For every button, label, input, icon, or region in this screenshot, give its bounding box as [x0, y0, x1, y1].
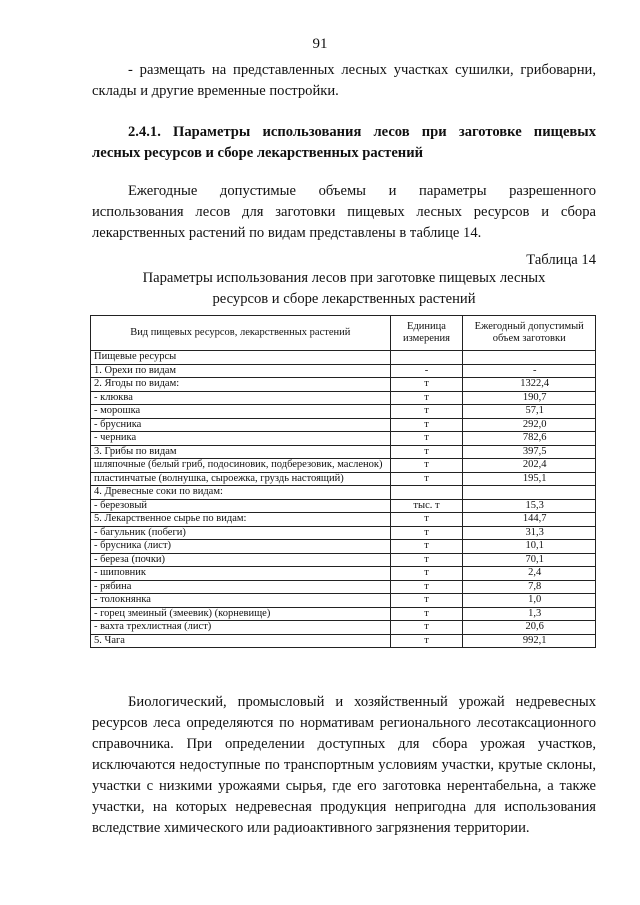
table-body	[91, 351, 596, 648]
table-title	[92, 268, 596, 310]
cell-name: - рябина	[91, 580, 391, 594]
cell-unit: -	[390, 364, 463, 378]
table-row	[91, 351, 596, 365]
table-row	[91, 486, 596, 500]
cell-value: 31,3	[463, 526, 596, 540]
cell-name: 4. Древесные соки по видам:	[91, 486, 391, 500]
cell-name: 2. Ягоды по видам:	[91, 378, 391, 392]
cell-name: - вахта трехлистная (лист)	[91, 621, 391, 635]
table-row	[91, 459, 596, 473]
cell-value: 190,7	[463, 391, 596, 405]
table-row	[91, 621, 596, 635]
table-row	[91, 553, 596, 567]
cell-name: 3. Грибы по видам	[91, 445, 391, 459]
cell-value: 20,6	[463, 621, 596, 635]
cell-unit: т	[390, 567, 463, 581]
cell-unit: т	[390, 513, 463, 527]
cell-value: 144,7	[463, 513, 596, 527]
header-unit: Единица измерения	[390, 316, 463, 351]
table-row	[91, 513, 596, 527]
cell-name: пластинчатые (волнушка, сыроежка, груздь настоящий)	[91, 472, 391, 486]
cell-value: 397,5	[463, 445, 596, 459]
cell-name: - шиповник	[91, 567, 391, 581]
cell-unit: т	[390, 621, 463, 635]
table-row	[91, 540, 596, 554]
table-row	[91, 432, 596, 446]
table-row	[91, 391, 596, 405]
cell-name: - клюква	[91, 391, 391, 405]
cell-value: 1,3	[463, 607, 596, 621]
cell-name: - брусника	[91, 418, 391, 432]
cell-unit: т	[390, 405, 463, 419]
table-row	[91, 607, 596, 621]
cell-name: - морошка	[91, 405, 391, 419]
cell-value: 1322,4	[463, 378, 596, 392]
page-number: 91	[312, 36, 328, 52]
cell-value	[463, 351, 596, 365]
cell-value: 1,0	[463, 594, 596, 608]
cell-unit: т	[390, 445, 463, 459]
cell-unit: т	[390, 540, 463, 554]
table-row	[91, 364, 596, 378]
table-header-row	[91, 316, 596, 351]
table-row	[91, 634, 596, 648]
cell-name: - багульник (побеги)	[91, 526, 391, 540]
cell-name: 5. Лекарственное сырье по видам:	[91, 513, 391, 527]
section-heading: 2.4.1. Параметры использования лесов при заготовке пищевых лесных ресурсов и сборе лекарственных растений	[92, 124, 596, 161]
table-row	[91, 594, 596, 608]
cell-value: 195,1	[463, 472, 596, 486]
cell-unit: т	[390, 607, 463, 621]
cell-name: Пищевые ресурсы	[91, 351, 391, 365]
cell-name: 5. Чага	[91, 634, 391, 648]
cell-value: 2,4	[463, 567, 596, 581]
cell-name: - толокнянка	[91, 594, 391, 608]
table-row	[91, 567, 596, 581]
header-type: Вид пищевых ресурсов, лекарственных растений	[91, 316, 391, 351]
table-row	[91, 526, 596, 540]
cell-unit: т	[390, 634, 463, 648]
cell-value: 70,1	[463, 553, 596, 567]
cell-unit: т	[390, 378, 463, 392]
table-row	[91, 499, 596, 513]
table-title-line-1: Параметры использования лесов при заготовке пищевых лесных	[142, 270, 546, 286]
cell-value: 202,4	[463, 459, 596, 473]
cell-value: 992,1	[463, 634, 596, 648]
cell-value: 15,3	[463, 499, 596, 513]
cell-unit: т	[390, 472, 463, 486]
cell-unit: т	[390, 391, 463, 405]
table-row	[91, 405, 596, 419]
cell-unit: т	[390, 594, 463, 608]
cell-name: - горец змеиный (змеевик) (корневище)	[91, 607, 391, 621]
cell-name: - береза (почки)	[91, 553, 391, 567]
cell-unit: т	[390, 526, 463, 540]
cell-value: 57,1	[463, 405, 596, 419]
cell-name: - брусника (лист)	[91, 540, 391, 554]
table-row	[91, 378, 596, 392]
cell-unit: т	[390, 459, 463, 473]
body-paragraph-1: Ежегодные допустимые объемы и параметры разрешенного использования лесов для заготовки пищевых лесных ресурсов и сбора лекарственных растений по видам представлены в таблице 14.	[92, 183, 596, 241]
cell-value	[463, 486, 596, 500]
table-row	[91, 418, 596, 432]
cell-name: - черника	[91, 432, 391, 446]
body-paragraph-2: Биологический, промысловый и хозяйственный урожай недревесных ресурсов леса определяются по нормативам регионального лесотаксационного справочника. При определении доступных для сбора урожая участков, исключаются недоступные по транспортным условиям участки, крутые склоны, участки с низкими урожаями сырья, где его заготовка нерентабельна, а также участки, на которых недревесная продукция непригодна для использования вследствие химического или радиоактивного загрязнения территории.	[92, 694, 596, 836]
intro-paragraph: - размещать на представленных лесных участках сушилки, грибоварни, склады и другие временные постройки.	[92, 62, 596, 99]
cell-value: 782,6	[463, 432, 596, 446]
header-volume: Ежегодный допустимый объем заготовки	[463, 316, 596, 351]
table-label: Таблица 14	[526, 252, 596, 268]
cell-name: 1. Орехи по видам	[91, 364, 391, 378]
cell-unit: т	[390, 580, 463, 594]
cell-name: - березовый	[91, 499, 391, 513]
cell-unit: т	[390, 432, 463, 446]
cell-unit: тыс. т	[390, 499, 463, 513]
cell-value: 292,0	[463, 418, 596, 432]
cell-unit: т	[390, 553, 463, 567]
cell-value: 7,8	[463, 580, 596, 594]
cell-value: 10,1	[463, 540, 596, 554]
cell-value: -	[463, 364, 596, 378]
table-row	[91, 445, 596, 459]
cell-unit	[390, 351, 463, 365]
cell-name: шляпочные (белый гриб, подосиновик, подберезовик, масленок)	[91, 459, 391, 473]
table-title-line-2: ресурсов и сборе лекарственных растений	[212, 291, 476, 307]
table-row	[91, 472, 596, 486]
cell-unit: т	[390, 418, 463, 432]
table-row	[91, 580, 596, 594]
cell-unit	[390, 486, 463, 500]
resources-table	[90, 315, 596, 648]
